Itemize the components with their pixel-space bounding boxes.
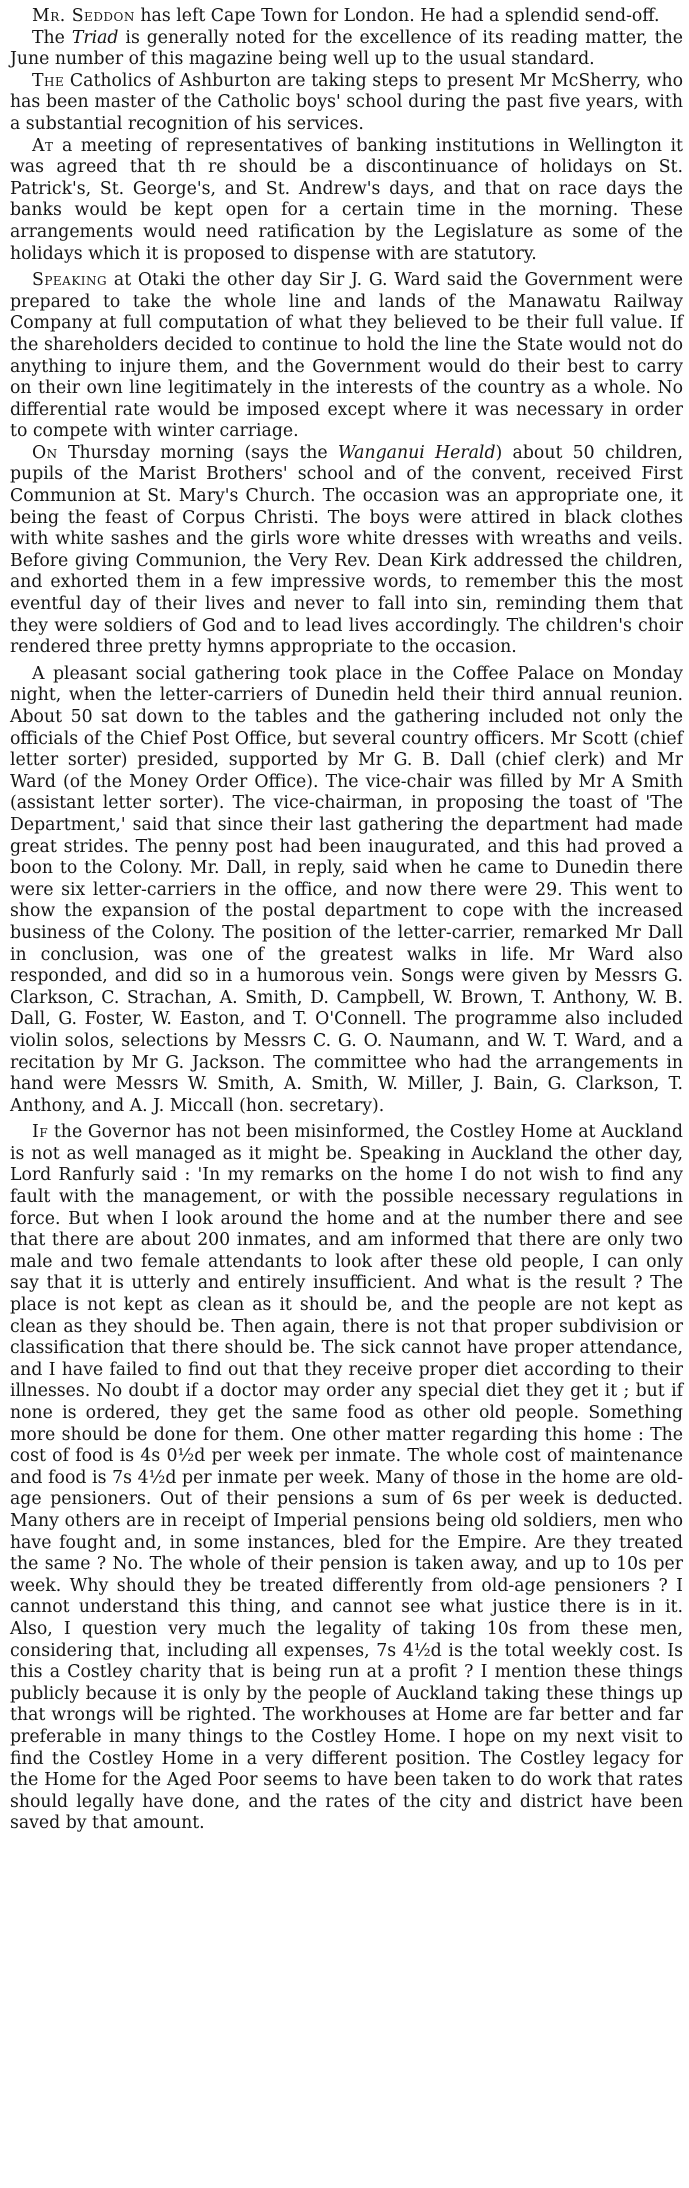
paragraph-seddon — [10, 6, 683, 28]
paragraph-text: has left Cape Town for London. He had a splendid send-off. — [134, 6, 660, 26]
lead-in: If — [32, 1122, 49, 1143]
paragraph-wanganui — [10, 443, 683, 659]
paragraph-text: Thursday morning (says the — [57, 442, 338, 463]
italic-title: Triad — [71, 27, 119, 48]
paragraph-costley — [10, 1122, 683, 1835]
paragraph-text: Catholics of Ashburton are taking steps to present Mr McSherry, who has been master of the Catholic boys' school during the past five years, with a substantial recognition of his services. — [10, 70, 683, 134]
paragraph-text: at Otaki the other day Sir J. G. Ward said the Government were prepared to take the whole line and lands of the Manawatu Railway Company at full computation of what they believed to be their full value. If the shareholders decided to continue to hold the line the State would not do anything to injure them, and the Government would do their best to carry on their own line legitimately in the interests of the country as a whole. No differential rate would be imposed except where it was necessary in order to compete with winter carriage. — [10, 270, 683, 442]
paragraph-text: is generally noted for the excellence of its reading matter, the June number of this magazine being well up to the usual standard. — [10, 27, 683, 70]
lead-in: The — [32, 70, 65, 91]
paragraph-triad — [10, 28, 683, 71]
paragraph-letter-carriers — [10, 664, 683, 1117]
lead-in: Mr. Seddon — [32, 6, 135, 26]
lead-in: At — [32, 135, 54, 156]
paragraph-ashburton — [10, 71, 683, 136]
paragraph-otaki — [10, 270, 683, 443]
italic-title: Wanganui Herald — [337, 442, 496, 463]
paragraph-text: The — [32, 27, 72, 48]
paragraph-text: ) about 50 children, pupils of the Marist Brothers' school and of the convent, received First Communion at St. Mary's Church. The occasion was an appropriate one, it being the feast of Corpus Christi. The boys were attired in black clothes with white sashes and the girls wore white dresses with wreaths and veils. Before giving Communion, the Very Rev. Dean Kirk addressed the children, and exhorted them in a few impressive words, to remember this the most eventful day of their lives and never to fall into sin, reminding them that they were soldiers of God and to lead lives accordingly. The children's choir rendered three pretty hymns appropriate to the occasion. — [10, 442, 683, 658]
paragraph-text: a meeting of representatives of banking institutions in Wellington it was agreed that th re should be a discontinuance of holidays on St. Patrick's, St. George's, and St. Andrew's days, and that on race days the banks would be kept open for a certain time in the morning. These arrangements would need ratification by the Legislature as some of the holidays which it is proposed to dispense with are statutory. — [10, 135, 683, 264]
lead-in: On — [32, 442, 58, 463]
paragraph-text: A pleasant social gathering took place in the Coffee Palace on Monday night, when the letter-carriers of Dunedin held their third annual reunion. About 50 sat down to the tables and the gathering included not only the officials of the Chief Post Office, but several country officers. Mr Scott (chief letter sorter) presided, supported by Mr G. B. Dall (chief clerk) and Mr Ward (of the Money Order Office). The vice-chair was filled by Mr A Smith (assistant letter sorter). The vice-chairman, in proposing the toast of 'The Department,' said that since their last gathering the department had made great strides. The penny post had been inaugurated, and this had proved a boon to the Colony. Mr. Dall, in reply, said when he came to Dunedin there were six letter-carriers in the office, and now there were 29. This went to show the expansion of the postal department to cope with the increased business of the Colony. The position of the letter-carrier, remarked Mr Dall in conclusion, was one of the greatest walks in life. Mr Ward also responded, and did so in a humorous vein. Songs were given by Messrs G. Clarkson, C. Strachan, A. Smith, D. Campbell, W. Brown, T. Anthony, W. B. Dall, G. Foster, W. Easton, and T. O'Connell. The programme also included violin solos, selections by Messrs C. G. O. Naumann, and W. T. Ward, and a recitation by Mr G. Jackson. The committee who had the arrangements in hand were Messrs W. Smith, A. Smith, W. Miller, J. Bain, G. Clarkson, T. Anthony, and A. J. Miccall (hon. secretary). — [10, 663, 683, 1116]
paragraph-text: the Governor has not been misinformed, the Costley Home at Auckland is not as well managed as it might be. Speaking in Auckland the other day, Lord Ranfurly said : 'In my remarks on the home I do not wish to find any fault with the management, or with the possible necessary regulations in force. But when I look around the home and at the number there and see that there are about 200 inmates, and am informed that there are only two male and two female attendants to look after these old people, I can only say that it is utterly and entirely insufficient. And what is the result ? The place is not kept as clean as it should be, and the people are not kept as clean as they should be. Then again, there is not that proper subdivision or classification that there should be. The sick cannot have proper attendance, and I have failed to find out that they receive proper diet according to their illnesses. No doubt if a doctor may order any special diet they get it ; but if none is ordered, they get the same food as other old people. Something more should be done for them. One other matter regarding this home : The cost of food is 4s 0½d per week per inmate. The whole cost of maintenance and food is 7s 4½d per inmate per week. Many of those in the home are old-age pensioners. Out of their pensions a sum of 6s per week is deducted. Many others are in receipt of Imperial pensions being old soldiers, men who have fought and, in some instances, bled for the Empire. Are they treated the same ? No. The whole of their pension is taken away, and up to 10s per week. Why should they be treated differently from old-age pensioners ? I cannot understand this thing, and cannot see what justice there is in it. Also, I question very much the legality of taking 10s from these men, considering that, including all expenses, 7s 4½d is the total weekly cost. Is this a Costley charity that is being run at a profit ? I mention these things publicly because it is only by the people of Auckland taking these things up that wrongs will be righted. The workhouses at Home are far better and far preferable in many things to the Costley Home. I hope on my next visit to find the Costley Home in a very different position. The Costley legacy for the Home for the Aged Poor seems to have been taken to do work that rates should legally have done, and the rates of the city and district have been saved by that amount. — [10, 1122, 683, 1834]
paragraph-banking — [10, 136, 683, 266]
lead-in: Speaking — [32, 270, 108, 291]
